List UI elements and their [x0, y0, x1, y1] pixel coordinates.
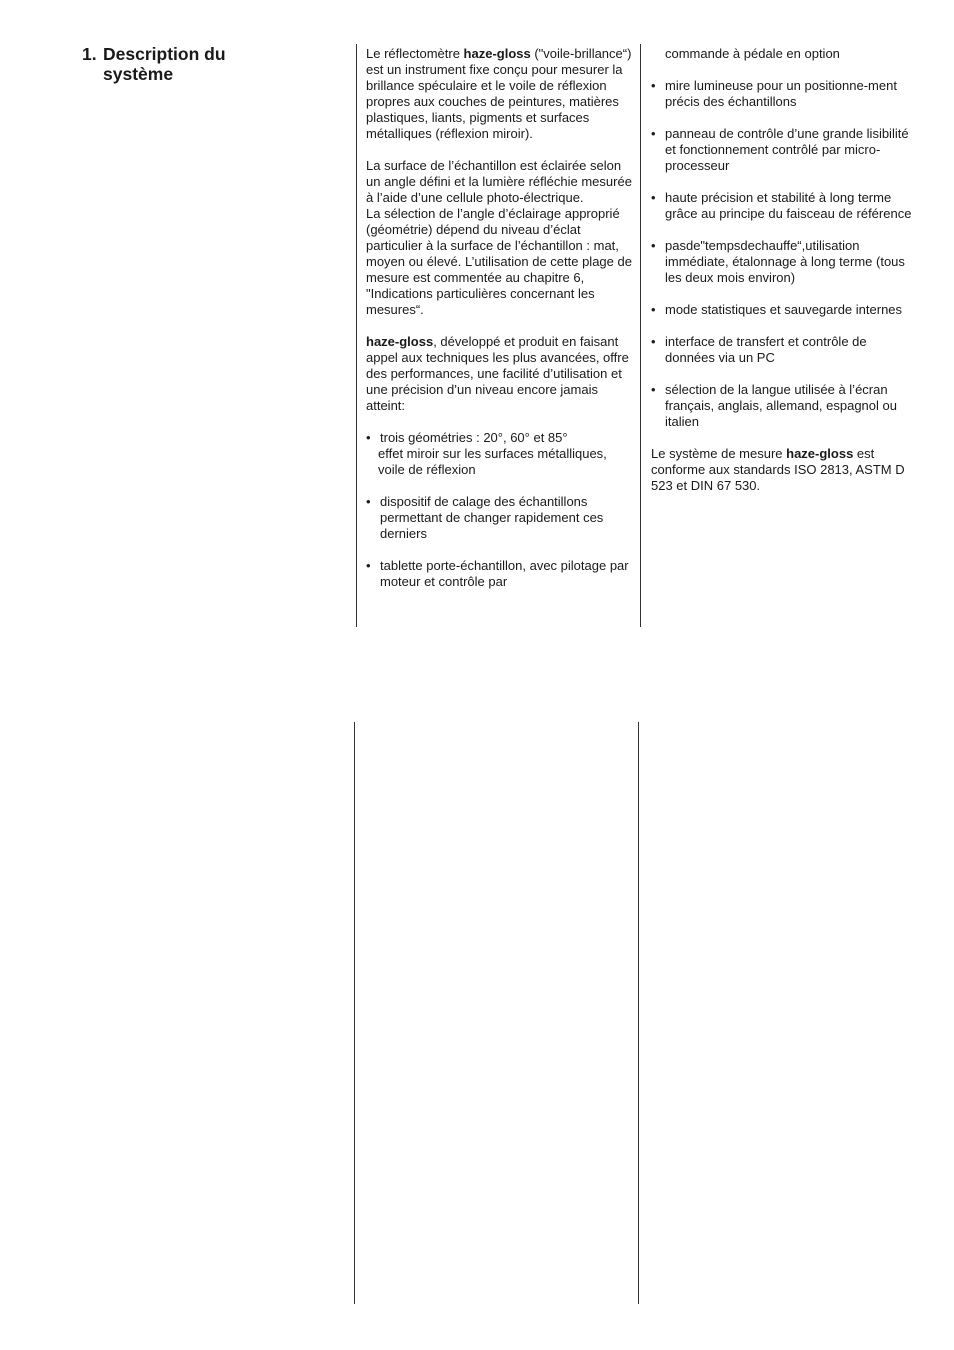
feature-item: • pasde"tempsdechauffe“,utilisation immédiate, étalonnage à long terme (tous les deux mois environ) — [651, 238, 905, 285]
section-title-line1: Description du — [103, 44, 226, 64]
feature-item: • tablette porte-échantillon, avec pilotage par moteur et contrôle par — [366, 558, 629, 589]
bullet-mark: • — [366, 494, 371, 509]
feature-item-continuation: commande à pédale en option — [665, 46, 840, 61]
bullet-mark: • — [651, 126, 656, 141]
section-heading — [82, 44, 322, 84]
feature-item: • dispositif de calage des échantillons permettant de changer rapidement ces derniers — [366, 494, 604, 541]
feature-item: • sélection de la langue utilisée à l’écran français, anglais, allemand, espagnol ou italien — [651, 382, 897, 429]
bullet-mark: • — [651, 238, 656, 253]
intro-paragraph: Le réflectomètre haze-gloss ("voile-brillance“) est un instrument fixe conçu pour mesurer la brillance spéculaire et le voile de réflexion propres aux couches de peintures, matières plastiques, liants, pigments et surfaces métalliques (réflexion miroir). — [366, 46, 632, 141]
bullet-mark: • — [651, 334, 656, 349]
bullet-mark: • — [651, 190, 656, 205]
column-rule-left-bottom — [354, 722, 355, 1304]
text-column-1 — [366, 46, 632, 590]
feature-item: • haute précision et stabilité à long terme grâce au principe du faisceau de référence — [651, 190, 912, 221]
feature-item: • interface de transfert et contrôle de données via un PC — [651, 334, 867, 365]
bullet-mark: • — [651, 302, 656, 317]
measurement-paragraph: La surface de l’échantillon est éclairée selon un angle défini et la lumière réfléchie mesurée à l’aide d’une cellule photo-électrique. — [366, 158, 632, 205]
feature-item: • mode statistiques et sauvegarde internes — [651, 302, 903, 317]
bullet-mark: • — [366, 430, 371, 445]
standards-paragraph: Le système de mesure haze-gloss est conforme aux standards ISO 2813, ASTM D 523 et DIN 67 530. — [651, 446, 905, 493]
product-name: haze-gloss — [463, 46, 531, 61]
product-name: haze-gloss — [786, 446, 854, 461]
section-number: 1. — [82, 44, 97, 64]
column-rule-right-bottom — [638, 722, 639, 1304]
column-rule-right-top — [640, 44, 641, 627]
product-name: haze-gloss — [366, 334, 434, 349]
bullet-mark: • — [366, 558, 371, 573]
bullet-mark: • — [651, 78, 656, 93]
features-intro-paragraph: haze-gloss, développé et produit en faisant appel aux techniques les plus avancées, offre des performances, une facilité d’utilisation et une précision d’un niveau encore jamais atteint: — [366, 334, 629, 413]
feature-item: • trois géométries : 20°, 60° et 85° effet miroir sur les surfaces métalliques, voile de réflexion — [366, 430, 607, 477]
feature-item: • panneau de contrôle d’une grande lisibilité et fonctionnement contrôlé par micro-processeur — [651, 126, 909, 173]
section-title-line2: système — [103, 64, 174, 84]
bullet-mark: • — [651, 382, 656, 397]
feature-item: • mire lumineuse pour un positionne-ment précis des échantillons — [651, 78, 897, 109]
column-rule-left-top — [356, 44, 357, 627]
text-column-2 — [651, 46, 913, 494]
geometry-paragraph: La sélection de l’angle d’éclairage approprié (géométrie) dépend du niveau d’éclat particulier à la surface de l’échantillon : mat, moyen ou élevé. L’utilisation de cette plage de mesure est commentée au chapitre 6, "Indications particulières concernant les mesures“. — [366, 206, 632, 317]
